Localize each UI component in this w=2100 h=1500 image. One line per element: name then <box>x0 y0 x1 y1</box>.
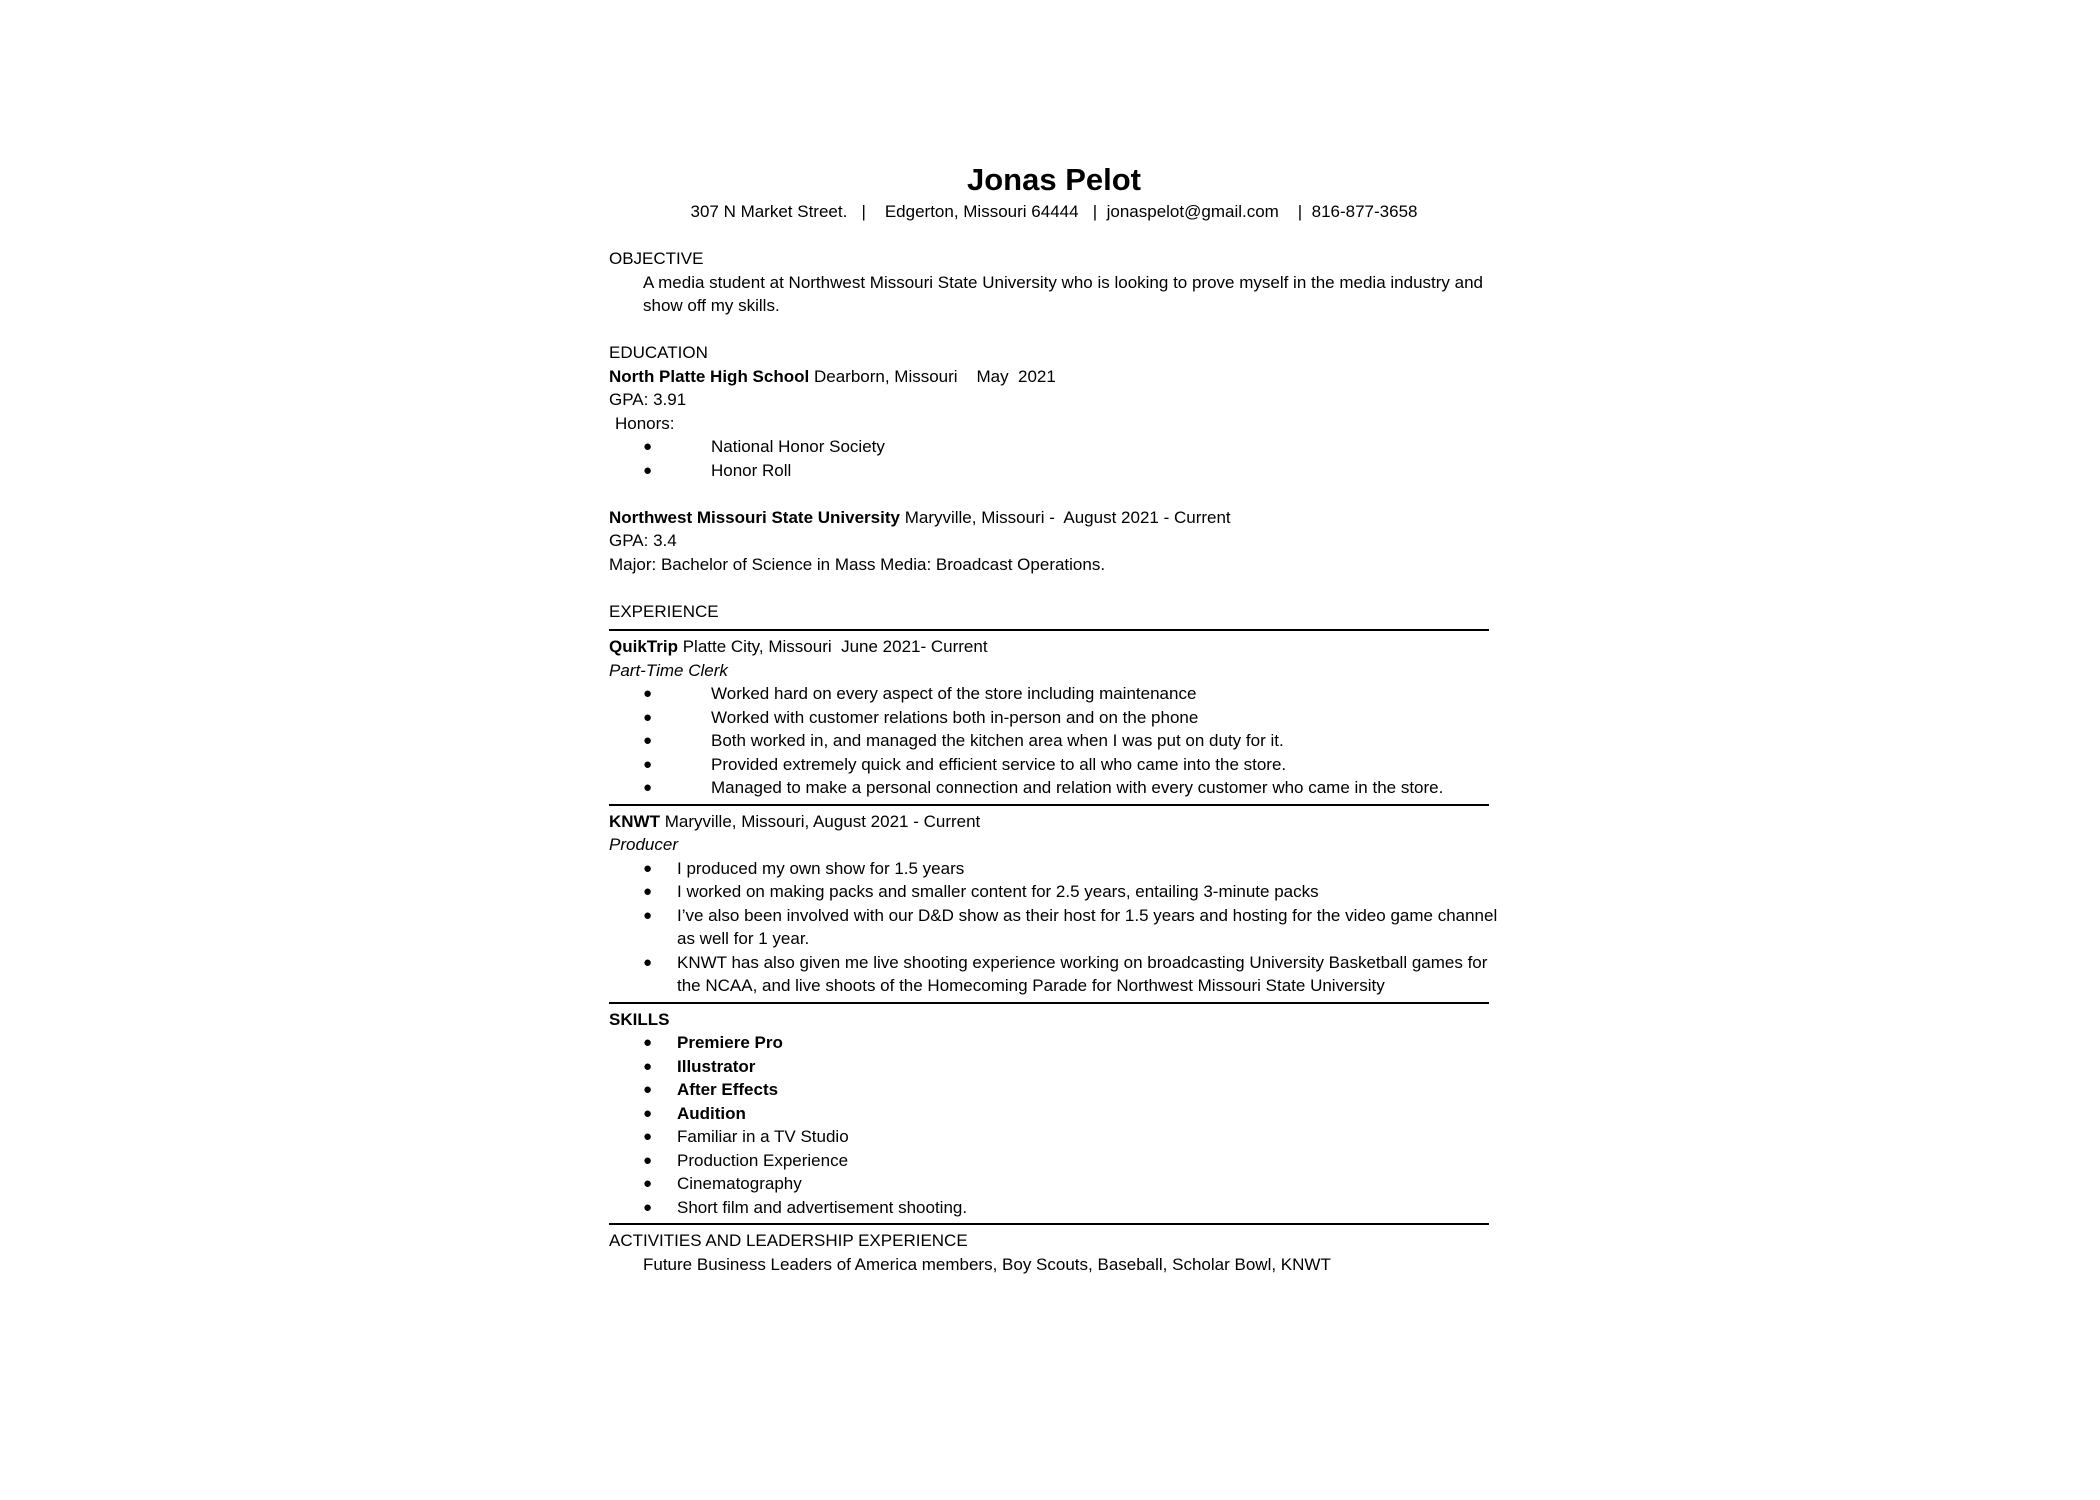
divider <box>609 1002 1489 1004</box>
list-item: ● Familiar in a TV Studio <box>643 1127 849 1146</box>
list-item: ● Cinematography <box>643 1174 802 1193</box>
honors-list <box>609 435 1499 482</box>
contact-line: 307 N Market Street. | Edgerton, Missouri 64444 | jonaspelot@gmail.com | 816-877-3658 <box>690 202 1418 221</box>
objective-heading: OBJECTIVE <box>609 249 704 268</box>
city: Edgerton, Missouri 64444 <box>884 202 1079 221</box>
activities-heading: ACTIVITIES AND LEADERSHIP EXPERIENCE <box>609 1231 968 1250</box>
list-item: ● I’ve also been involved with our D&D show as their host for 1.5 years and hosting for the video game channel as well for 1 year. <box>643 905 1498 948</box>
school-2 <box>609 506 1499 530</box>
school-1 <box>609 365 1499 389</box>
email: jonaspelot@gmail.com <box>1106 202 1279 221</box>
address: 307 N Market Street. <box>690 202 848 221</box>
resume-name: Jonas Pelot <box>967 162 1141 197</box>
job-1-details: Platte City, Missouri June 2021- Current <box>682 637 988 656</box>
school-2-gpa: GPA: 3.4 <box>609 531 677 550</box>
education-heading: EDUCATION <box>609 343 708 362</box>
school-1-name: North Platte High School <box>609 366 810 386</box>
list-item: ● Audition <box>643 1103 746 1123</box>
list-item: ● Managed to make a personal connection and relation with every customer who came in the store. <box>643 778 1444 797</box>
activities-text: Future Business Leaders of America members, Boy Scouts, Baseball, Scholar Bowl, KNWT <box>643 1254 1331 1274</box>
list-item: ● I produced my own show for 1.5 years <box>643 858 965 878</box>
job-1 <box>609 635 1499 659</box>
resume-document <box>609 160 1499 1276</box>
list-item: ● After Effects <box>643 1080 779 1099</box>
list-item: ● Short film and advertisement shooting. <box>643 1197 968 1217</box>
job-1-company: QuikTrip <box>609 637 678 656</box>
experience-heading: EXPERIENCE <box>609 601 719 621</box>
job-1-role: Part-Time Clerk <box>609 660 728 680</box>
divider <box>609 1223 1489 1225</box>
list-item: ● KNWT has also given me live shooting experience working on broadcasting University Basketball games for the NCAA, and live shoots of the Homecoming Parade for Northwest Missouri State University <box>643 952 1488 995</box>
list-item: ● Honor Roll <box>643 460 792 480</box>
divider <box>609 629 1489 631</box>
job-2-company: KNWT <box>609 811 660 831</box>
list-item: ● Provided extremely quick and efficient service to all who came into the store. <box>643 754 1287 774</box>
school-1-honors-label: Honors: <box>615 413 675 433</box>
list-item: ● Production Experience <box>643 1150 849 1170</box>
job-2 <box>609 810 1499 834</box>
objective-text: A media student at Northwest Missouri State University who is looking to prove myself in the media industry and show off my skills. <box>643 272 1483 315</box>
school-2-major: Major: Bachelor of Science in Mass Media: Broadcast Operations. <box>609 554 1106 574</box>
list-item: ● I worked on making packs and smaller content for 2.5 years, entailing 3-minute packs <box>643 882 1319 901</box>
school-2-name: Northwest Missouri State University <box>609 507 900 527</box>
job-2-details: Maryville, Missouri, August 2021 - Current <box>664 811 981 831</box>
divider <box>609 804 1489 806</box>
list-item: ● Premiere Pro <box>643 1033 783 1052</box>
list-item: ● Worked with customer relations both in-person and on the phone <box>643 707 1199 727</box>
list-item: ● Illustrator <box>643 1056 756 1076</box>
list-item: ● Worked hard on every aspect of the store including maintenance <box>643 684 1197 703</box>
job-2-bullets <box>609 857 1499 998</box>
phone: 816-877-3658 <box>1311 202 1418 221</box>
skills-heading: SKILLS <box>609 1009 670 1029</box>
job-2-role: Producer <box>609 835 678 854</box>
list-item: ● Both worked in, and managed the kitchen area when I was put on duty for it. <box>643 731 1284 750</box>
job-1-bullets <box>609 682 1499 800</box>
school-2-details: Maryville, Missouri - August 2021 - Current <box>904 507 1231 527</box>
school-1-details: Dearborn, Missouri May 2021 <box>813 366 1056 386</box>
list-item: ● National Honor Society <box>643 437 885 456</box>
skills-list <box>609 1031 1499 1219</box>
school-1-gpa: GPA: 3.91 <box>609 390 687 409</box>
